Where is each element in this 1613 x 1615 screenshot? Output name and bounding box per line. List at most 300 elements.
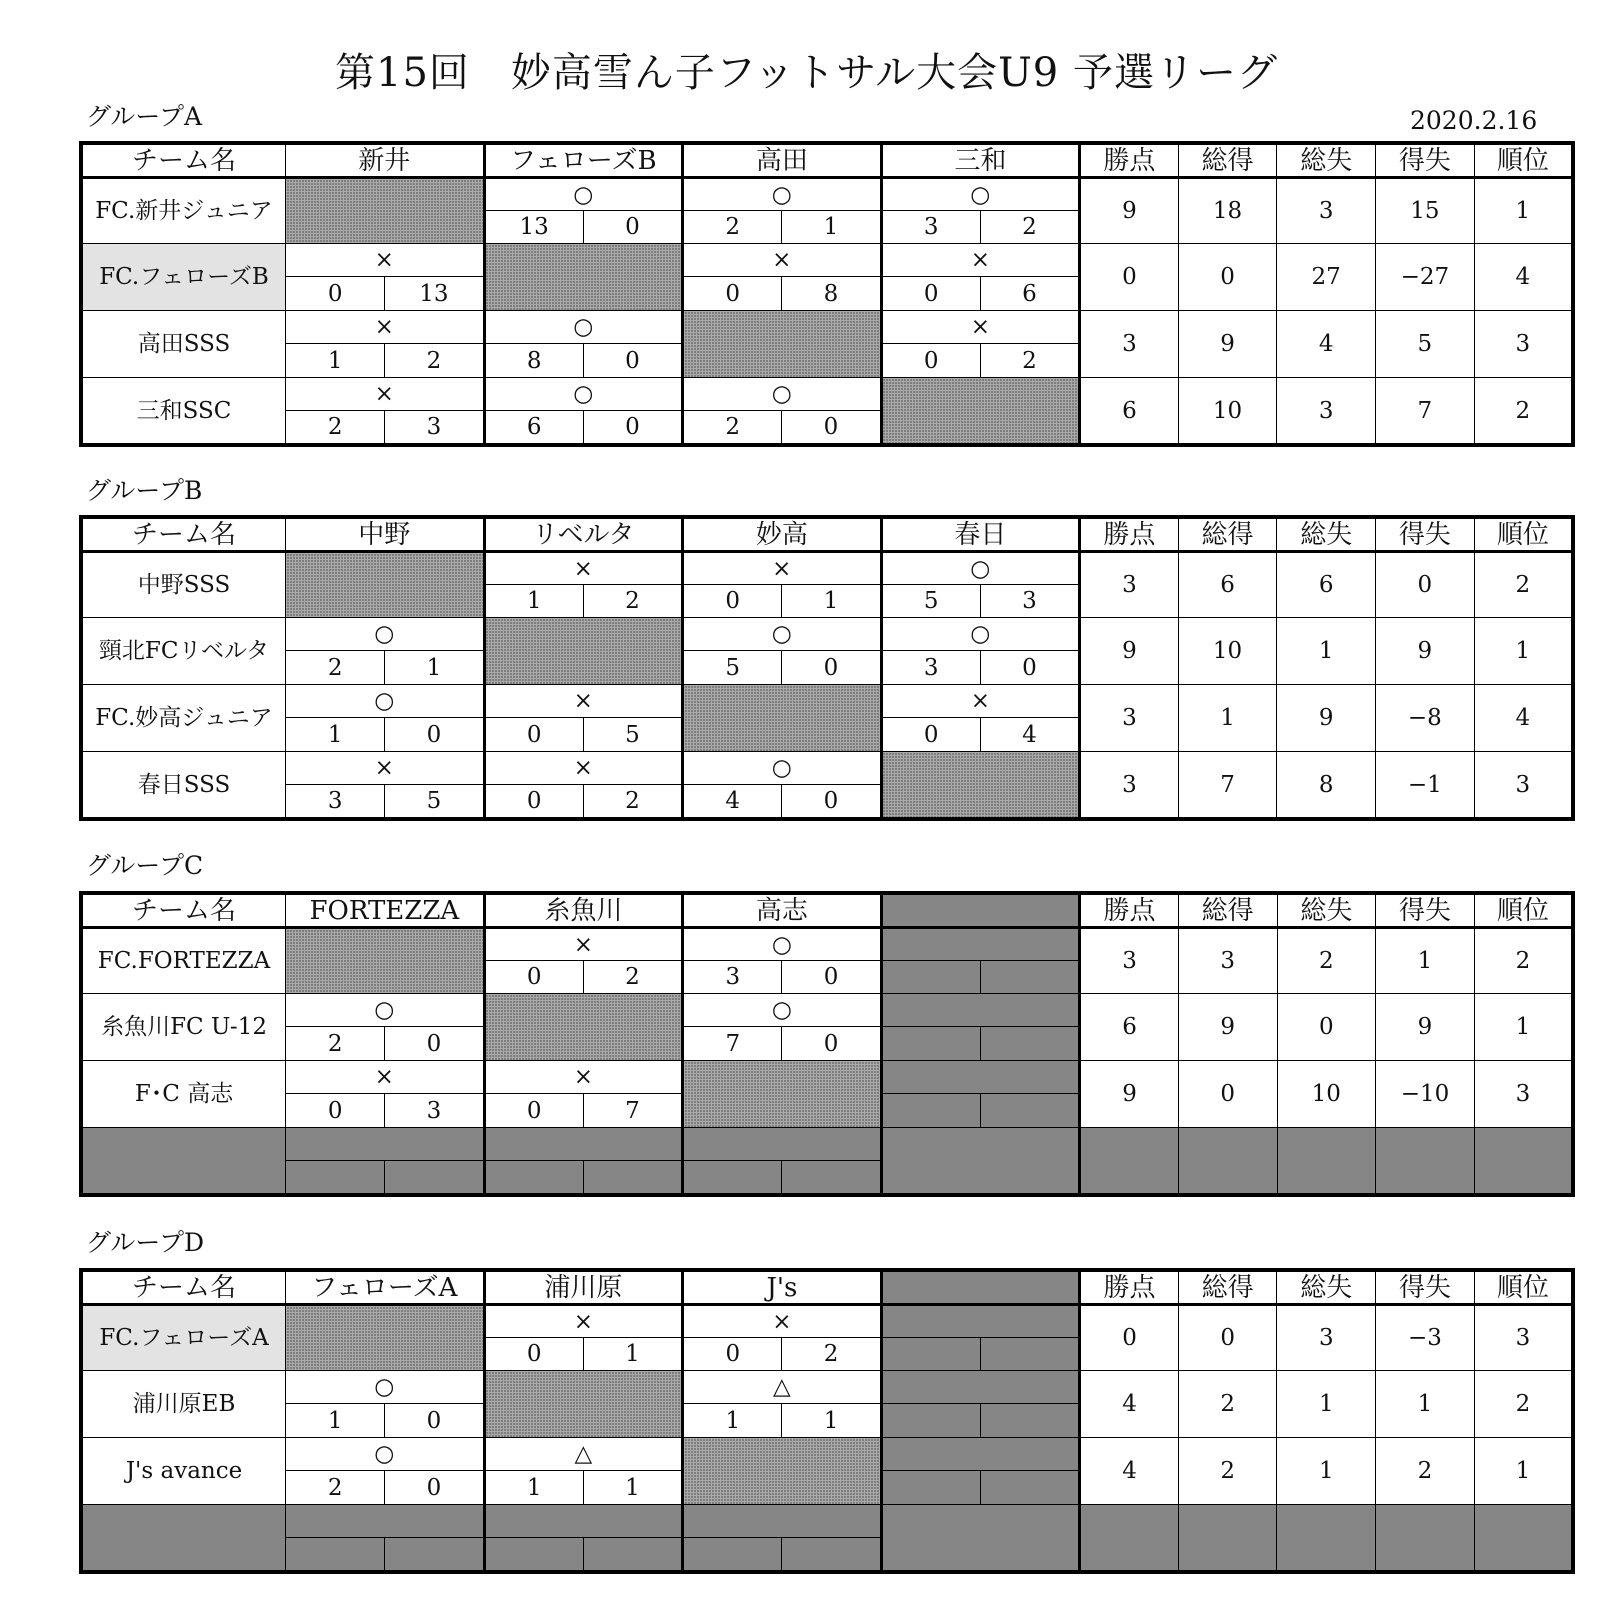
team-row xyxy=(81,1128,1573,1161)
header-stat: 得失 xyxy=(1376,143,1475,178)
stat-goals-scored: 6 xyxy=(1178,552,1277,618)
stat-goals-conceded: 3 xyxy=(1277,178,1376,244)
header-row xyxy=(81,1270,1573,1305)
stat-points: 0 xyxy=(1080,244,1179,311)
stat-goals-scored: 18 xyxy=(1178,178,1277,244)
header-stat: 総失 xyxy=(1277,517,1376,552)
match-result-symbol: ○ xyxy=(683,928,882,961)
stat-goals-conceded: 4 xyxy=(1277,311,1376,378)
stat-goals-conceded: 6 xyxy=(1277,552,1376,618)
stat-rank: 3 xyxy=(1474,752,1573,820)
stat-goal-difference: −10 xyxy=(1376,1061,1475,1128)
team-name: FC.妙高ジュニア xyxy=(81,685,286,752)
goals-against: 0 xyxy=(583,411,682,446)
stat-points: 6 xyxy=(1080,994,1179,1061)
goals-for: 0 xyxy=(881,344,980,378)
stat-points: 0 xyxy=(1080,1305,1179,1371)
team-row xyxy=(81,178,1573,211)
goals-against: 2 xyxy=(583,585,682,618)
team-name: F･C 高志 xyxy=(81,1061,286,1128)
stat-goals-conceded: 0 xyxy=(1277,994,1376,1061)
stat-rank: 2 xyxy=(1474,928,1573,994)
stat-goal-difference: 9 xyxy=(1376,618,1475,685)
empty-score-cell xyxy=(980,1027,1079,1061)
stat-points: 4 xyxy=(1080,1438,1179,1505)
match-result-symbol: × xyxy=(881,685,1080,718)
empty-result-cell xyxy=(683,1128,882,1161)
group-table xyxy=(79,515,1575,821)
match-result-symbol: ○ xyxy=(286,1438,485,1471)
match-result-symbol: ○ xyxy=(683,752,882,785)
stat-rank: 3 xyxy=(1474,1061,1573,1128)
match-result-symbol: × xyxy=(286,1061,485,1094)
team-row xyxy=(81,1438,1573,1471)
stat-points: 3 xyxy=(1080,685,1179,752)
empty-result-cell xyxy=(881,1061,1080,1094)
self-match-cell xyxy=(286,928,485,994)
stat-goals-conceded: 9 xyxy=(1277,685,1376,752)
team-row xyxy=(81,928,1573,961)
stat-goal-difference: 15 xyxy=(1376,178,1475,244)
stat-rank: 1 xyxy=(1474,618,1573,685)
header-opponent: J's xyxy=(683,1270,882,1305)
header-opponent: 新井 xyxy=(286,143,485,178)
match-result-symbol: ○ xyxy=(286,618,485,651)
header-opponent: 糸魚川 xyxy=(484,893,683,928)
stat-goals-conceded: 1 xyxy=(1277,1371,1376,1438)
goals-for: 1 xyxy=(484,585,583,618)
empty-stat-cell xyxy=(1474,1505,1573,1573)
match-result-symbol: ○ xyxy=(286,1371,485,1404)
stat-rank: 2 xyxy=(1474,1371,1573,1438)
empty-result-cell xyxy=(286,1505,485,1538)
empty-stat-cell xyxy=(1277,1505,1376,1573)
goals-against: 0 xyxy=(782,411,881,446)
goals-against: 0 xyxy=(385,1027,484,1061)
header-stat: 勝点 xyxy=(1080,893,1179,928)
empty-score-cell xyxy=(385,1161,484,1196)
stat-goal-difference: −1 xyxy=(1376,752,1475,820)
header-stat: 得失 xyxy=(1376,517,1475,552)
stat-goals-scored: 1 xyxy=(1178,685,1277,752)
stat-goals-scored: 2 xyxy=(1178,1371,1277,1438)
empty-result-cell xyxy=(881,1371,1080,1404)
match-result-symbol: × xyxy=(881,244,1080,277)
goals-for: 5 xyxy=(683,651,782,685)
header-stat: 総失 xyxy=(1277,1270,1376,1305)
empty-team-cell xyxy=(81,1505,286,1573)
group-table xyxy=(79,891,1575,1197)
stat-goals-conceded: 1 xyxy=(1277,618,1376,685)
team-name: FC.フェローズB xyxy=(81,244,286,311)
stat-rank: 3 xyxy=(1474,311,1573,378)
empty-result-cell xyxy=(881,994,1080,1027)
goals-against: 3 xyxy=(980,585,1079,618)
goals-for: 0 xyxy=(286,277,385,311)
match-result-symbol: × xyxy=(286,244,485,277)
match-result-symbol: △ xyxy=(683,1371,882,1404)
goals-against: 1 xyxy=(583,1471,682,1505)
goals-for: 7 xyxy=(683,1027,782,1061)
team-row xyxy=(81,685,1573,718)
header-stat: 得失 xyxy=(1376,893,1475,928)
self-match-cell xyxy=(286,552,485,618)
goals-for: 8 xyxy=(484,344,583,378)
empty-stat-cell xyxy=(1080,1505,1179,1573)
stat-goals-scored: 0 xyxy=(1178,1305,1277,1371)
header-opponent: フェローズA xyxy=(286,1270,485,1305)
goals-against: 2 xyxy=(980,344,1079,378)
empty-stat-cell xyxy=(1376,1505,1475,1573)
goals-for: 0 xyxy=(286,1094,385,1128)
stat-goals-scored: 0 xyxy=(1178,1061,1277,1128)
empty-result-cell xyxy=(881,1128,1080,1196)
empty-stat-cell xyxy=(1474,1128,1573,1196)
header-opponent: 高田 xyxy=(683,143,882,178)
stat-points: 9 xyxy=(1080,1061,1179,1128)
match-result-symbol: ○ xyxy=(683,994,882,1027)
stat-goal-difference: −8 xyxy=(1376,685,1475,752)
team-name: 糸魚川FC U-12 xyxy=(81,994,286,1061)
stat-goal-difference: 0 xyxy=(1376,552,1475,618)
team-row xyxy=(81,618,1573,651)
empty-score-cell xyxy=(881,1471,980,1505)
match-result-symbol: × xyxy=(484,685,683,718)
match-result-symbol: × xyxy=(683,552,882,585)
match-result-symbol: × xyxy=(484,928,683,961)
stat-goals-scored: 7 xyxy=(1178,752,1277,820)
goals-for: 3 xyxy=(881,651,980,685)
self-match-cell xyxy=(683,1061,882,1128)
stat-rank: 2 xyxy=(1474,378,1573,446)
goals-against: 5 xyxy=(385,785,484,820)
goals-for: 1 xyxy=(286,344,385,378)
goals-for: 0 xyxy=(881,718,980,752)
self-match-cell xyxy=(683,1438,882,1505)
group-table xyxy=(79,1268,1575,1574)
stat-goal-difference: −3 xyxy=(1376,1305,1475,1371)
stat-rank: 1 xyxy=(1474,178,1573,244)
goals-for: 2 xyxy=(683,411,782,446)
goals-for: 1 xyxy=(286,718,385,752)
goals-for: 0 xyxy=(484,785,583,820)
goals-against: 5 xyxy=(583,718,682,752)
goals-for: 0 xyxy=(484,718,583,752)
page-title: 第15回 妙高雪ん子フットサル大会U9 予選リーグ xyxy=(335,50,1278,96)
empty-result-cell xyxy=(683,1505,882,1538)
header-opponent: 妙高 xyxy=(683,517,882,552)
goals-for: 4 xyxy=(683,785,782,820)
header-opponent-empty xyxy=(881,1270,1080,1305)
empty-score-cell xyxy=(881,1404,980,1438)
self-match-cell xyxy=(881,752,1080,820)
group-label: グループB xyxy=(86,476,203,505)
date-label: 2020.2.16 xyxy=(1410,106,1538,135)
goals-against: 1 xyxy=(782,585,881,618)
empty-score-cell xyxy=(881,1338,980,1371)
header-opponent: 浦川原 xyxy=(484,1270,683,1305)
match-result-symbol: × xyxy=(286,752,485,785)
goals-against: 0 xyxy=(782,785,881,820)
goals-for: 5 xyxy=(881,585,980,618)
match-result-symbol: ○ xyxy=(484,311,683,344)
header-opponent: FORTEZZA xyxy=(286,893,485,928)
self-match-cell xyxy=(484,1371,683,1438)
goals-for: 2 xyxy=(286,1027,385,1061)
header-opponent: 春日 xyxy=(881,517,1080,552)
team-row xyxy=(81,244,1573,277)
self-match-cell xyxy=(881,378,1080,446)
team-row xyxy=(81,378,1573,411)
stat-goals-scored: 0 xyxy=(1178,244,1277,311)
stat-goal-difference: 1 xyxy=(1376,1371,1475,1438)
goals-against: 2 xyxy=(583,961,682,994)
goals-for: 1 xyxy=(286,1404,385,1438)
stat-rank: 4 xyxy=(1474,685,1573,752)
goals-for: 0 xyxy=(881,277,980,311)
goals-for: 1 xyxy=(683,1404,782,1438)
goals-for: 3 xyxy=(286,785,385,820)
goals-for: 13 xyxy=(484,211,583,244)
goals-against: 7 xyxy=(583,1094,682,1128)
stat-goals-scored: 10 xyxy=(1178,378,1277,446)
goals-against: 0 xyxy=(385,1404,484,1438)
group-label: グループD xyxy=(86,1228,205,1257)
team-name: 頸北FCリベルタ xyxy=(81,618,286,685)
empty-score-cell xyxy=(980,1404,1079,1438)
team-name: FC.フェローズA xyxy=(81,1305,286,1371)
goals-against: 0 xyxy=(782,1027,881,1061)
stat-goals-scored: 9 xyxy=(1178,994,1277,1061)
empty-result-cell xyxy=(484,1128,683,1161)
header-stat: 順位 xyxy=(1474,517,1573,552)
team-name: 高田SSS xyxy=(81,311,286,378)
empty-stat-cell xyxy=(1178,1128,1277,1196)
match-result-symbol: ○ xyxy=(286,685,485,718)
empty-score-cell xyxy=(980,1094,1079,1128)
stat-goals-conceded: 8 xyxy=(1277,752,1376,820)
match-result-symbol: × xyxy=(683,244,882,277)
goals-for: 0 xyxy=(484,1338,583,1371)
match-result-symbol: × xyxy=(484,1305,683,1338)
team-name: J's avance xyxy=(81,1438,286,1505)
empty-score-cell xyxy=(286,1538,385,1573)
stat-points: 3 xyxy=(1080,311,1179,378)
match-result-symbol: × xyxy=(484,1061,683,1094)
empty-score-cell xyxy=(980,961,1079,994)
stat-goal-difference: 7 xyxy=(1376,378,1475,446)
stat-points: 3 xyxy=(1080,752,1179,820)
stat-points: 4 xyxy=(1080,1371,1179,1438)
goals-against: 2 xyxy=(782,1338,881,1371)
team-row xyxy=(81,311,1573,344)
team-row xyxy=(81,752,1573,785)
empty-score-cell xyxy=(980,1338,1079,1371)
empty-score-cell xyxy=(782,1161,881,1196)
header-opponent: 高志 xyxy=(683,893,882,928)
team-name: FC.新井ジュニア xyxy=(81,178,286,244)
empty-score-cell xyxy=(683,1538,782,1573)
goals-for: 1 xyxy=(484,1471,583,1505)
goals-against: 4 xyxy=(980,718,1079,752)
stat-rank: 1 xyxy=(1474,994,1573,1061)
stat-goals-conceded: 3 xyxy=(1277,378,1376,446)
empty-score-cell xyxy=(881,961,980,994)
goals-against: 3 xyxy=(385,411,484,446)
team-row xyxy=(81,1061,1573,1094)
header-stat: 総失 xyxy=(1277,893,1376,928)
empty-stat-cell xyxy=(1080,1128,1179,1196)
goals-against: 0 xyxy=(782,651,881,685)
empty-score-cell xyxy=(683,1161,782,1196)
team-row xyxy=(81,1505,1573,1538)
empty-score-cell xyxy=(583,1538,682,1573)
goals-against: 0 xyxy=(385,1471,484,1505)
match-result-symbol: ○ xyxy=(881,178,1080,211)
goals-for: 2 xyxy=(683,211,782,244)
stat-rank: 1 xyxy=(1474,1438,1573,1505)
goals-for: 0 xyxy=(683,585,782,618)
team-row xyxy=(81,1371,1573,1404)
goals-for: 0 xyxy=(683,1338,782,1371)
team-row xyxy=(81,1305,1573,1338)
stat-points: 3 xyxy=(1080,928,1179,994)
self-match-cell xyxy=(683,311,882,378)
header-opponent: 中野 xyxy=(286,517,485,552)
stat-goal-difference: 1 xyxy=(1376,928,1475,994)
header-stat: 順位 xyxy=(1474,893,1573,928)
goals-against: 0 xyxy=(583,211,682,244)
team-name: 三和SSC xyxy=(81,378,286,446)
goals-for: 2 xyxy=(286,411,385,446)
match-result-symbol: ○ xyxy=(683,178,882,211)
header-opponent: 三和 xyxy=(881,143,1080,178)
stat-goal-difference: 2 xyxy=(1376,1438,1475,1505)
stat-rank: 4 xyxy=(1474,244,1573,311)
header-stat: 得失 xyxy=(1376,1270,1475,1305)
goals-against: 0 xyxy=(980,651,1079,685)
match-result-symbol: × xyxy=(683,1305,882,1338)
stat-points: 9 xyxy=(1080,178,1179,244)
self-match-cell xyxy=(286,1305,485,1371)
header-stat: 勝点 xyxy=(1080,1270,1179,1305)
empty-score-cell xyxy=(484,1161,583,1196)
header-stat: 順位 xyxy=(1474,143,1573,178)
stat-goals-conceded: 27 xyxy=(1277,244,1376,311)
goals-against: 1 xyxy=(782,211,881,244)
empty-result-cell xyxy=(881,1305,1080,1338)
match-result-symbol: × xyxy=(286,378,485,411)
goals-for: 3 xyxy=(683,961,782,994)
stat-goals-scored: 10 xyxy=(1178,618,1277,685)
team-name: 浦川原EB xyxy=(81,1371,286,1438)
stat-goals-scored: 9 xyxy=(1178,311,1277,378)
header-stat: 総得 xyxy=(1178,517,1277,552)
self-match-cell xyxy=(286,178,485,244)
header-opponent: リベルタ xyxy=(484,517,683,552)
goals-against: 0 xyxy=(583,344,682,378)
goals-for: 2 xyxy=(286,1471,385,1505)
empty-result-cell xyxy=(484,1505,683,1538)
header-stat: 総得 xyxy=(1178,1270,1277,1305)
match-result-symbol: △ xyxy=(484,1438,683,1471)
stat-goals-conceded: 3 xyxy=(1277,1305,1376,1371)
header-stat: 総失 xyxy=(1277,143,1376,178)
stat-goals-conceded: 10 xyxy=(1277,1061,1376,1128)
header-stat: 総得 xyxy=(1178,143,1277,178)
header-stat: 順位 xyxy=(1474,1270,1573,1305)
match-result-symbol: ○ xyxy=(683,618,882,651)
empty-stat-cell xyxy=(1277,1128,1376,1196)
goals-for: 0 xyxy=(484,961,583,994)
group-label: グループA xyxy=(86,102,203,131)
match-result-symbol: ○ xyxy=(881,618,1080,651)
stat-goals-conceded: 2 xyxy=(1277,928,1376,994)
header-row xyxy=(81,517,1573,552)
match-result-symbol: ○ xyxy=(881,552,1080,585)
header-opponent: フェローズB xyxy=(484,143,683,178)
goals-against: 6 xyxy=(980,277,1079,311)
goals-against: 13 xyxy=(385,277,484,311)
empty-result-cell xyxy=(881,928,1080,961)
stat-goal-difference: −27 xyxy=(1376,244,1475,311)
goals-for: 0 xyxy=(683,277,782,311)
stat-rank: 2 xyxy=(1474,552,1573,618)
team-row xyxy=(81,552,1573,585)
header-team: チーム名 xyxy=(81,517,286,552)
empty-result-cell xyxy=(286,1128,485,1161)
goals-against: 3 xyxy=(385,1094,484,1128)
stat-points: 9 xyxy=(1080,618,1179,685)
team-name: FC.FORTEZZA xyxy=(81,928,286,994)
team-row xyxy=(81,994,1573,1027)
goals-against: 0 xyxy=(782,961,881,994)
empty-stat-cell xyxy=(1178,1505,1277,1573)
match-result-symbol: ○ xyxy=(286,994,485,1027)
match-result-symbol: ○ xyxy=(683,378,882,411)
match-result-symbol: × xyxy=(484,552,683,585)
match-result-symbol: × xyxy=(484,752,683,785)
stat-points: 6 xyxy=(1080,378,1179,446)
goals-for: 3 xyxy=(881,211,980,244)
group-label: グループC xyxy=(86,851,204,880)
header-stat: 総得 xyxy=(1178,893,1277,928)
empty-score-cell xyxy=(881,1094,980,1128)
stat-goal-difference: 5 xyxy=(1376,311,1475,378)
self-match-cell xyxy=(484,244,683,311)
goals-against: 0 xyxy=(385,718,484,752)
team-name: 中野SSS xyxy=(81,552,286,618)
header-stat: 勝点 xyxy=(1080,517,1179,552)
stat-goal-difference: 9 xyxy=(1376,994,1475,1061)
empty-stat-cell xyxy=(1376,1128,1475,1196)
empty-team-cell xyxy=(81,1128,286,1196)
empty-score-cell xyxy=(286,1161,385,1196)
goals-against: 2 xyxy=(583,785,682,820)
stat-goals-scored: 2 xyxy=(1178,1438,1277,1505)
header-row xyxy=(81,143,1573,178)
empty-score-cell xyxy=(484,1538,583,1573)
stat-goals-conceded: 1 xyxy=(1277,1438,1376,1505)
header-team: チーム名 xyxy=(81,893,286,928)
self-match-cell xyxy=(484,618,683,685)
stat-rank: 3 xyxy=(1474,1305,1573,1371)
self-match-cell xyxy=(484,994,683,1061)
header-row xyxy=(81,893,1573,928)
team-name: 春日SSS xyxy=(81,752,286,820)
header-opponent-empty xyxy=(881,893,1080,928)
self-match-cell xyxy=(683,685,882,752)
